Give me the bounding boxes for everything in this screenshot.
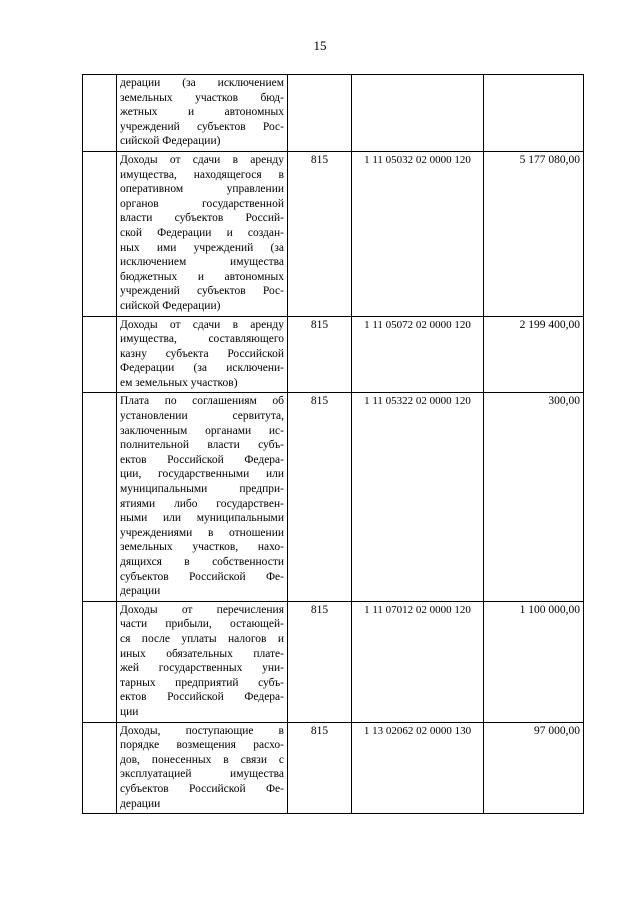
amount-cell: 1 100 000,00	[484, 601, 584, 722]
revenue-name-line: учреждений субъектов Рос-	[120, 285, 284, 298]
revenue-name-line: дерации	[120, 585, 161, 598]
budget-classification-code-cell: 1 11 07012 02 0000 120	[352, 601, 484, 722]
row-number-cell	[83, 75, 117, 152]
revenue-name-line: Доходы от сдачи в аренду	[120, 153, 284, 166]
revenue-name-line: Доходы, поступающие в	[120, 724, 284, 737]
revenue-name-line: дерации	[120, 797, 161, 810]
row-number-cell	[83, 393, 117, 601]
revenue-name-line: ными или муниципальными	[120, 512, 284, 525]
amount-cell: 97 000,00	[484, 722, 584, 814]
amount-cell: 300,00	[484, 393, 584, 601]
budget-classification-code-cell	[352, 75, 484, 152]
amount-cell: 5 177 080,00	[484, 151, 584, 316]
revenue-name-line: сийской Федерации)	[120, 135, 221, 148]
budget-classification-code-cell: 1 11 05322 02 0000 120	[352, 393, 484, 601]
admin-code-cell: 815	[288, 151, 352, 316]
revenue-name-line: имущества, составляющего	[120, 333, 284, 346]
admin-code-cell: 815	[288, 393, 352, 601]
table-row	[83, 316, 584, 393]
revenue-name-line: заключенным органами ис-	[120, 424, 284, 437]
admin-code-cell: 815	[288, 722, 352, 814]
revenue-name-cell	[117, 151, 288, 316]
revenue-name-cell	[117, 601, 288, 722]
revenue-name-cell	[117, 393, 288, 601]
revenue-name-line: дов, понесенных в связи с	[120, 753, 284, 766]
revenue-name-line: ем земельных участков)	[120, 376, 238, 389]
revenue-name-line: полнительной власти субъ-	[120, 439, 284, 452]
table-body	[83, 75, 584, 814]
revenue-name-line: дерации (за исключением	[120, 77, 284, 89]
revenue-name-cell	[117, 722, 288, 814]
revenue-name-line: ской Федерации и создан-	[120, 226, 284, 239]
revenue-name-line: установлении сервитута,	[120, 410, 284, 423]
row-number-cell	[83, 722, 117, 814]
revenue-name-cell	[117, 75, 288, 152]
revenue-name-line: Доходы от сдачи в аренду	[120, 318, 284, 331]
budget-classification-code-cell: 1 13 02062 02 0000 130	[352, 722, 484, 814]
table-row	[83, 75, 584, 152]
revenue-name-line: бюджетных и автономных	[120, 270, 284, 283]
revenue-name-line: сийской Федерации)	[120, 299, 221, 312]
revenue-name-line: жей государственных уни-	[120, 662, 284, 675]
revenue-name-line: дящихся в собственности	[120, 556, 284, 568]
revenue-name-line: ных ими учреждений (за	[120, 241, 284, 254]
table-row	[83, 601, 584, 722]
page-number: 15	[313, 38, 327, 53]
revenue-name-line: имущества, находящегося в	[120, 168, 284, 181]
admin-code-cell	[288, 75, 352, 152]
table-row	[83, 393, 584, 601]
revenue-name-line: Федерации (за исключени-	[120, 362, 284, 375]
row-number-cell	[83, 316, 117, 393]
revenue-name-line: учреждений субъектов Рос-	[120, 120, 284, 133]
revenue-name-line: субъектов Российской Фе-	[120, 570, 284, 583]
revenue-name-line: ся после уплаты налогов и	[120, 632, 284, 645]
revenue-name-line: земельных участков бюд-	[120, 91, 284, 104]
revenue-name-line: эксплуатацией имущества	[120, 768, 284, 781]
amount-cell	[484, 75, 584, 152]
row-number-cell	[83, 151, 117, 316]
revenue-name-line: порядке возмещения расхо-	[120, 739, 284, 752]
revenue-name-line: жетных и автономных	[120, 106, 284, 119]
revenue-name-line: ектов Российской Федера-	[120, 453, 284, 466]
amount-cell: 2 199 400,00	[484, 316, 584, 393]
revenue-name-line: ятиями либо государствен-	[120, 497, 284, 510]
revenue-name-line: органов государственной	[120, 197, 284, 210]
row-number-cell	[83, 601, 117, 722]
revenue-name-line: Плата по соглашениям об	[120, 395, 284, 408]
revenue-name-line: оперативном управлении	[120, 183, 284, 196]
revenue-name-line: земельных участков, нахо-	[120, 541, 284, 554]
table-row	[83, 722, 584, 814]
revenue-name-line: муниципальными предпри-	[120, 483, 284, 496]
admin-code-cell: 815	[288, 601, 352, 722]
revenue-name-line: тарных предприятий субъ-	[120, 676, 284, 689]
revenue-name-cell	[117, 316, 288, 393]
budget-classification-code-cell: 1 11 05032 02 0000 120	[352, 151, 484, 316]
admin-code-cell: 815	[288, 316, 352, 393]
revenue-name-line: власти субъектов Россий-	[120, 212, 284, 225]
revenue-name-line: казну субъекта Российской	[120, 347, 284, 360]
budget-classification-code-cell: 1 11 05072 02 0000 120	[352, 316, 484, 393]
revenue-name-line: ектов Российской Федера-	[120, 691, 284, 704]
table-row	[83, 151, 584, 316]
revenue-name-line: ции	[120, 705, 139, 718]
revenue-name-line: субъектов Российской Фе-	[120, 782, 284, 795]
revenue-name-line: исключением имущества	[120, 256, 284, 269]
revenue-name-line: части прибыли, остающей-	[120, 618, 284, 631]
revenue-name-line: учреждениями в отношении	[120, 526, 284, 539]
revenue-name-line: ции, государственными или	[120, 468, 284, 481]
revenue-table	[82, 74, 584, 814]
revenue-name-line: Доходы от перечисления	[120, 603, 284, 616]
revenue-name-line: иных обязательных плате-	[120, 647, 284, 660]
